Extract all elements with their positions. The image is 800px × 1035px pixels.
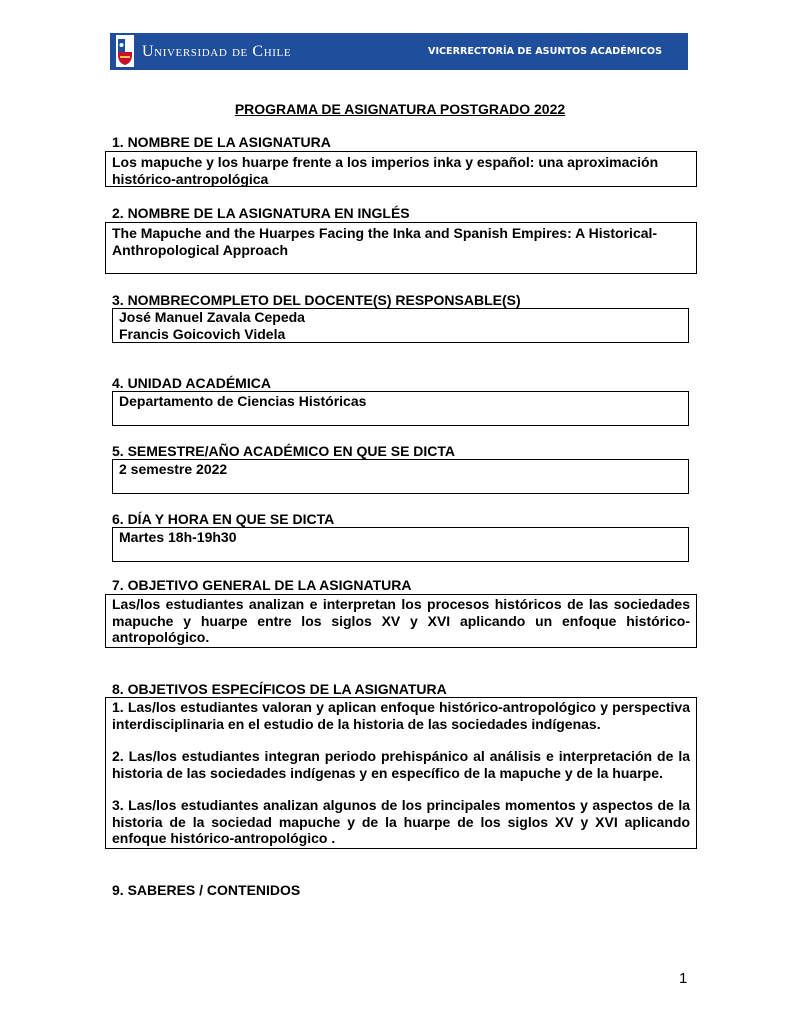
- section-7-box: [105, 594, 697, 648]
- section-2-heading: 2. NOMBRE DE LA ASIGNATURA EN INGLÉS: [112, 205, 410, 221]
- specific-objective-item: 2. Las/los estudiantes integran periodo prehispánico al análisis e interpretación de la historia de las sociedades indígenas y en específico de la mapuche y de la huarpe.: [112, 748, 690, 781]
- section-9-heading: 9. SABERES / CONTENIDOS: [112, 882, 301, 898]
- section-1-box: [105, 151, 697, 187]
- course-name-line: Los mapuche y los huarpe frente a los imperios inka y español: una aproximación: [112, 154, 659, 170]
- teacher-name: Francis Goicovich Videla: [119, 325, 286, 342]
- section-2-box: [105, 222, 697, 274]
- teacher-name: José Manuel Zavala Cepeda: [119, 309, 305, 325]
- section-5-box: [112, 459, 689, 494]
- general-objective-text: Las/los estudiantes analizan e interpretan los procesos históricos de las sociedades mapuche y huarpe entre los siglos XV y XVI aplicando un enfoque histórico-antropológico.: [112, 596, 690, 645]
- academic-unit-value: Departamento de Ciencias Históricas: [119, 393, 367, 409]
- section-8-box: [105, 697, 697, 849]
- specific-objective-item: 1. Las/los estudiantes valoran y aplican enfoque histórico-antropológico y perspectiva interdisciplinaria en el estudio de la historia de las sociedades indígenas.: [112, 699, 690, 732]
- schedule-value: Martes 18h-19h30: [119, 529, 237, 545]
- document-title: PROGRAMA DE ASIGNATURA POSTGRADO 2022: [234, 101, 566, 117]
- page-number: 1: [679, 970, 688, 987]
- section-6-heading: 6. DÍA Y HORA EN QUE SE DICTA: [112, 511, 335, 527]
- section-6-box: [112, 527, 689, 562]
- section-5-heading: 5. SEMESTRE/AÑO ACADÉMICO EN QUE SE DICTA: [112, 443, 456, 459]
- english-name-line: The Mapuche and the Huarpes Facing the Inka and Spanish Empires: A Historical-: [112, 225, 658, 241]
- section-4-box: [112, 391, 689, 426]
- section-4-heading: 4. UNIDAD ACADÉMICA: [112, 375, 271, 391]
- section-3-heading: 3. NOMBRECOMPLETO DEL DOCENTE(S) RESPONSABLE(S): [112, 292, 521, 308]
- specific-objective-item: 3. Las/los estudiantes analizan algunos de los principales momentos y aspectos de la historia de la sociedad mapuche y de la huarpe de los siglos XV y XVI aplicando enfoque histórico-antropológico .: [112, 797, 690, 846]
- unit-name: VICERRECTORÍA DE ASUNTOS ACADÉMICOS: [428, 46, 662, 57]
- course-name-line: histórico-antropológica: [112, 170, 269, 187]
- section-7-heading: 7. OBJETIVO GENERAL DE LA ASIGNATURA: [112, 577, 412, 593]
- section-3-box: [112, 308, 689, 343]
- english-name-line: Anthropological Approach: [112, 241, 289, 258]
- header-banner: [110, 33, 688, 70]
- semester-value: 2 semestre 2022: [119, 461, 228, 477]
- university-crest-icon: [116, 35, 134, 67]
- section-1-heading: 1. NOMBRE DE LA ASIGNATURA: [112, 134, 331, 150]
- section-8-heading: 8. OBJETIVOS ESPECÍFICOS DE LA ASIGNATURA: [112, 681, 447, 697]
- university-name: Universidad de Chile: [142, 43, 292, 60]
